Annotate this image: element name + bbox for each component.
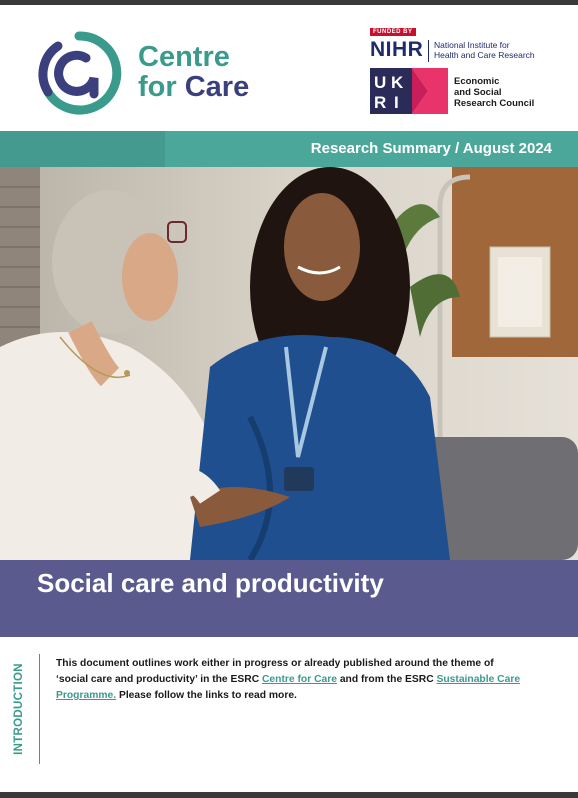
ukri-letter-r: R — [374, 93, 387, 112]
introduction-label-text: INTRODUCTION — [13, 663, 25, 755]
introduction-label — [9, 656, 29, 762]
nihr-divider — [428, 40, 429, 62]
ukri-letter-k: K — [391, 73, 404, 92]
nihr-desc-line-1: National Institute for — [434, 40, 510, 50]
logo-line-2b: Care — [184, 71, 250, 103]
logo-line-2a: for — [138, 71, 185, 103]
esrc-name — [454, 76, 564, 109]
ukri-letter-u: U — [374, 73, 387, 92]
nihr-wordmark: NIHR — [370, 38, 424, 61]
nihr-desc-line-2: Health and Care Research — [434, 50, 535, 60]
nihr-logo — [370, 28, 550, 62]
esrc-line-2: and Social — [454, 87, 502, 98]
centre-for-care-logo-mark — [34, 28, 124, 118]
intro-text-part-1: This document outlines work either in progress or already published around the theme of ‘social care and productivity’ in the ESRC — [56, 658, 494, 685]
summary-band — [0, 131, 578, 167]
top-border — [0, 0, 578, 5]
intro-text-part-3: Please follow the links to read more. — [116, 690, 297, 701]
centre-for-care-link[interactable]: Centre for Care — [262, 674, 337, 685]
document-title: Social care and productivity — [37, 568, 384, 598]
cover-photo-illustration — [0, 167, 578, 560]
ukri-letter-i: I — [394, 93, 399, 112]
introduction-divider — [39, 654, 40, 764]
sustainable-care-programme-link[interactable]: Sustainable Care Programme. — [56, 674, 521, 701]
centre-for-care-wordmark — [138, 42, 249, 102]
ukri-mark — [370, 68, 448, 114]
esrc-line-3: Research Council — [454, 98, 535, 109]
nihr-description — [434, 40, 554, 60]
intro-text-part-2: and from the ESRC — [336, 674, 437, 685]
cover-photo — [0, 167, 578, 560]
ukri-esrc-logo — [370, 68, 560, 114]
title-band — [0, 560, 578, 637]
introduction-text — [56, 656, 526, 704]
bottom-border — [0, 792, 578, 798]
band-shade — [0, 131, 165, 167]
nihr-funded-by: FUNDED BY — [370, 28, 416, 36]
logo-line-1: Centre — [138, 41, 230, 73]
centre-for-care-logo — [34, 28, 274, 118]
research-summary-date: Research Summary / August 2024 — [310, 140, 552, 157]
esrc-line-1: Economic — [454, 76, 500, 87]
